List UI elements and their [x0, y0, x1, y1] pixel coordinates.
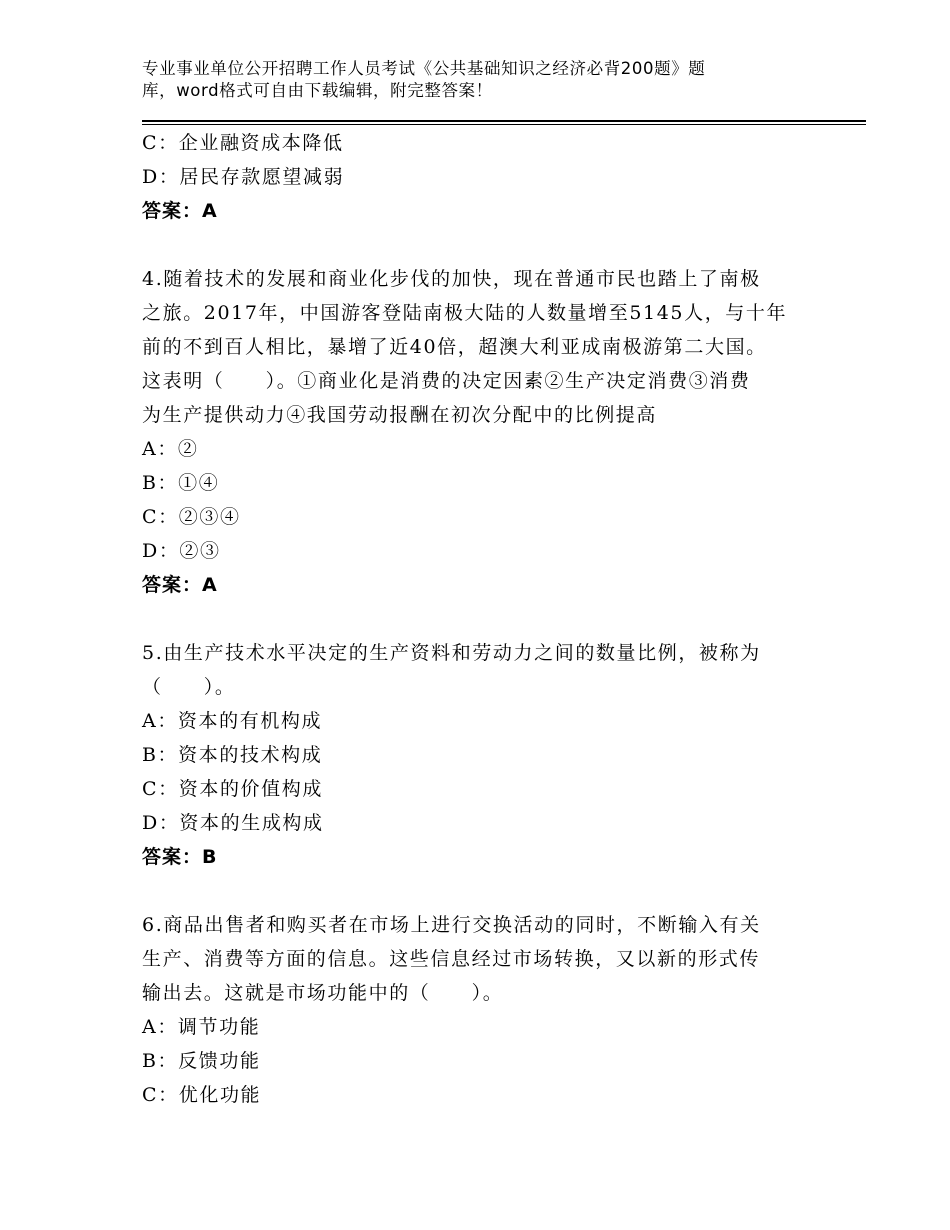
paragraph-gap — [142, 228, 812, 262]
paragraph-gap — [142, 602, 812, 636]
text-line: 4.随着技术的发展和商业化步伐的加快，现在普通市民也踏上了南极 — [142, 268, 761, 290]
text-line: 6.商品出售者和购买者在市场上进行交换活动的同时，不断输入有关 — [142, 914, 761, 936]
text-line: D：资本的生成构成 — [142, 812, 324, 834]
text-line: B：资本的技术构成 — [142, 744, 323, 766]
header-rule-thick — [142, 120, 866, 122]
answer-line: 答案：A — [142, 200, 218, 222]
text-line: B：①④ — [142, 472, 220, 494]
text-line: 生产、消费等方面的信息。这些信息经过市场转换，又以新的形式传 — [142, 948, 761, 970]
text-line: A：调节功能 — [142, 1016, 261, 1038]
text-line: A：资本的有机构成 — [142, 710, 323, 732]
text-line: 之旅。2017年，中国游客登陆南极大陆的人数量增至5145人，与十年 — [142, 302, 788, 324]
answer-line: 答案：A — [142, 574, 218, 596]
text-line: 为生产提供动力④我国劳动报酬在初次分配中的比例提高 — [142, 404, 658, 426]
header-line-1: 专业事业单位公开招聘工作人员考试《公共基础知识之经济必背200题》题 — [142, 59, 706, 78]
text-line: 前的不到百人相比，暴增了近40倍，超澳大利亚成南极游第二大国。 — [142, 336, 767, 358]
document-body — [142, 126, 812, 1112]
text-line: 这表明（ ）。①商业化是消费的决定因素②生产决定消费③消费 — [142, 370, 751, 392]
text-line: D：居民存款愿望减弱 — [142, 166, 345, 188]
answer-line: 答案：B — [142, 846, 218, 868]
text-line: C：②③④ — [142, 506, 241, 528]
header-line-2: 库，word格式可自由下载编辑，附完整答案！ — [142, 81, 493, 100]
text-line: B：反馈功能 — [142, 1050, 261, 1072]
text-line: A：② — [142, 438, 199, 460]
page-header — [142, 58, 802, 102]
text-line: 输出去。这就是市场功能中的（ ）。 — [142, 982, 504, 1004]
text-line: C：优化功能 — [142, 1084, 262, 1106]
text-line: 5.由生产技术水平决定的生产资料和劳动力之间的数量比例，被称为 — [142, 642, 761, 664]
text-line: C：资本的价值构成 — [142, 778, 323, 800]
paragraph-gap — [142, 874, 812, 908]
header-rule-thin — [142, 124, 866, 125]
text-line: C：企业融资成本降低 — [142, 132, 344, 154]
text-line: （ ）。 — [142, 676, 236, 698]
text-line: D：②③ — [142, 540, 221, 562]
